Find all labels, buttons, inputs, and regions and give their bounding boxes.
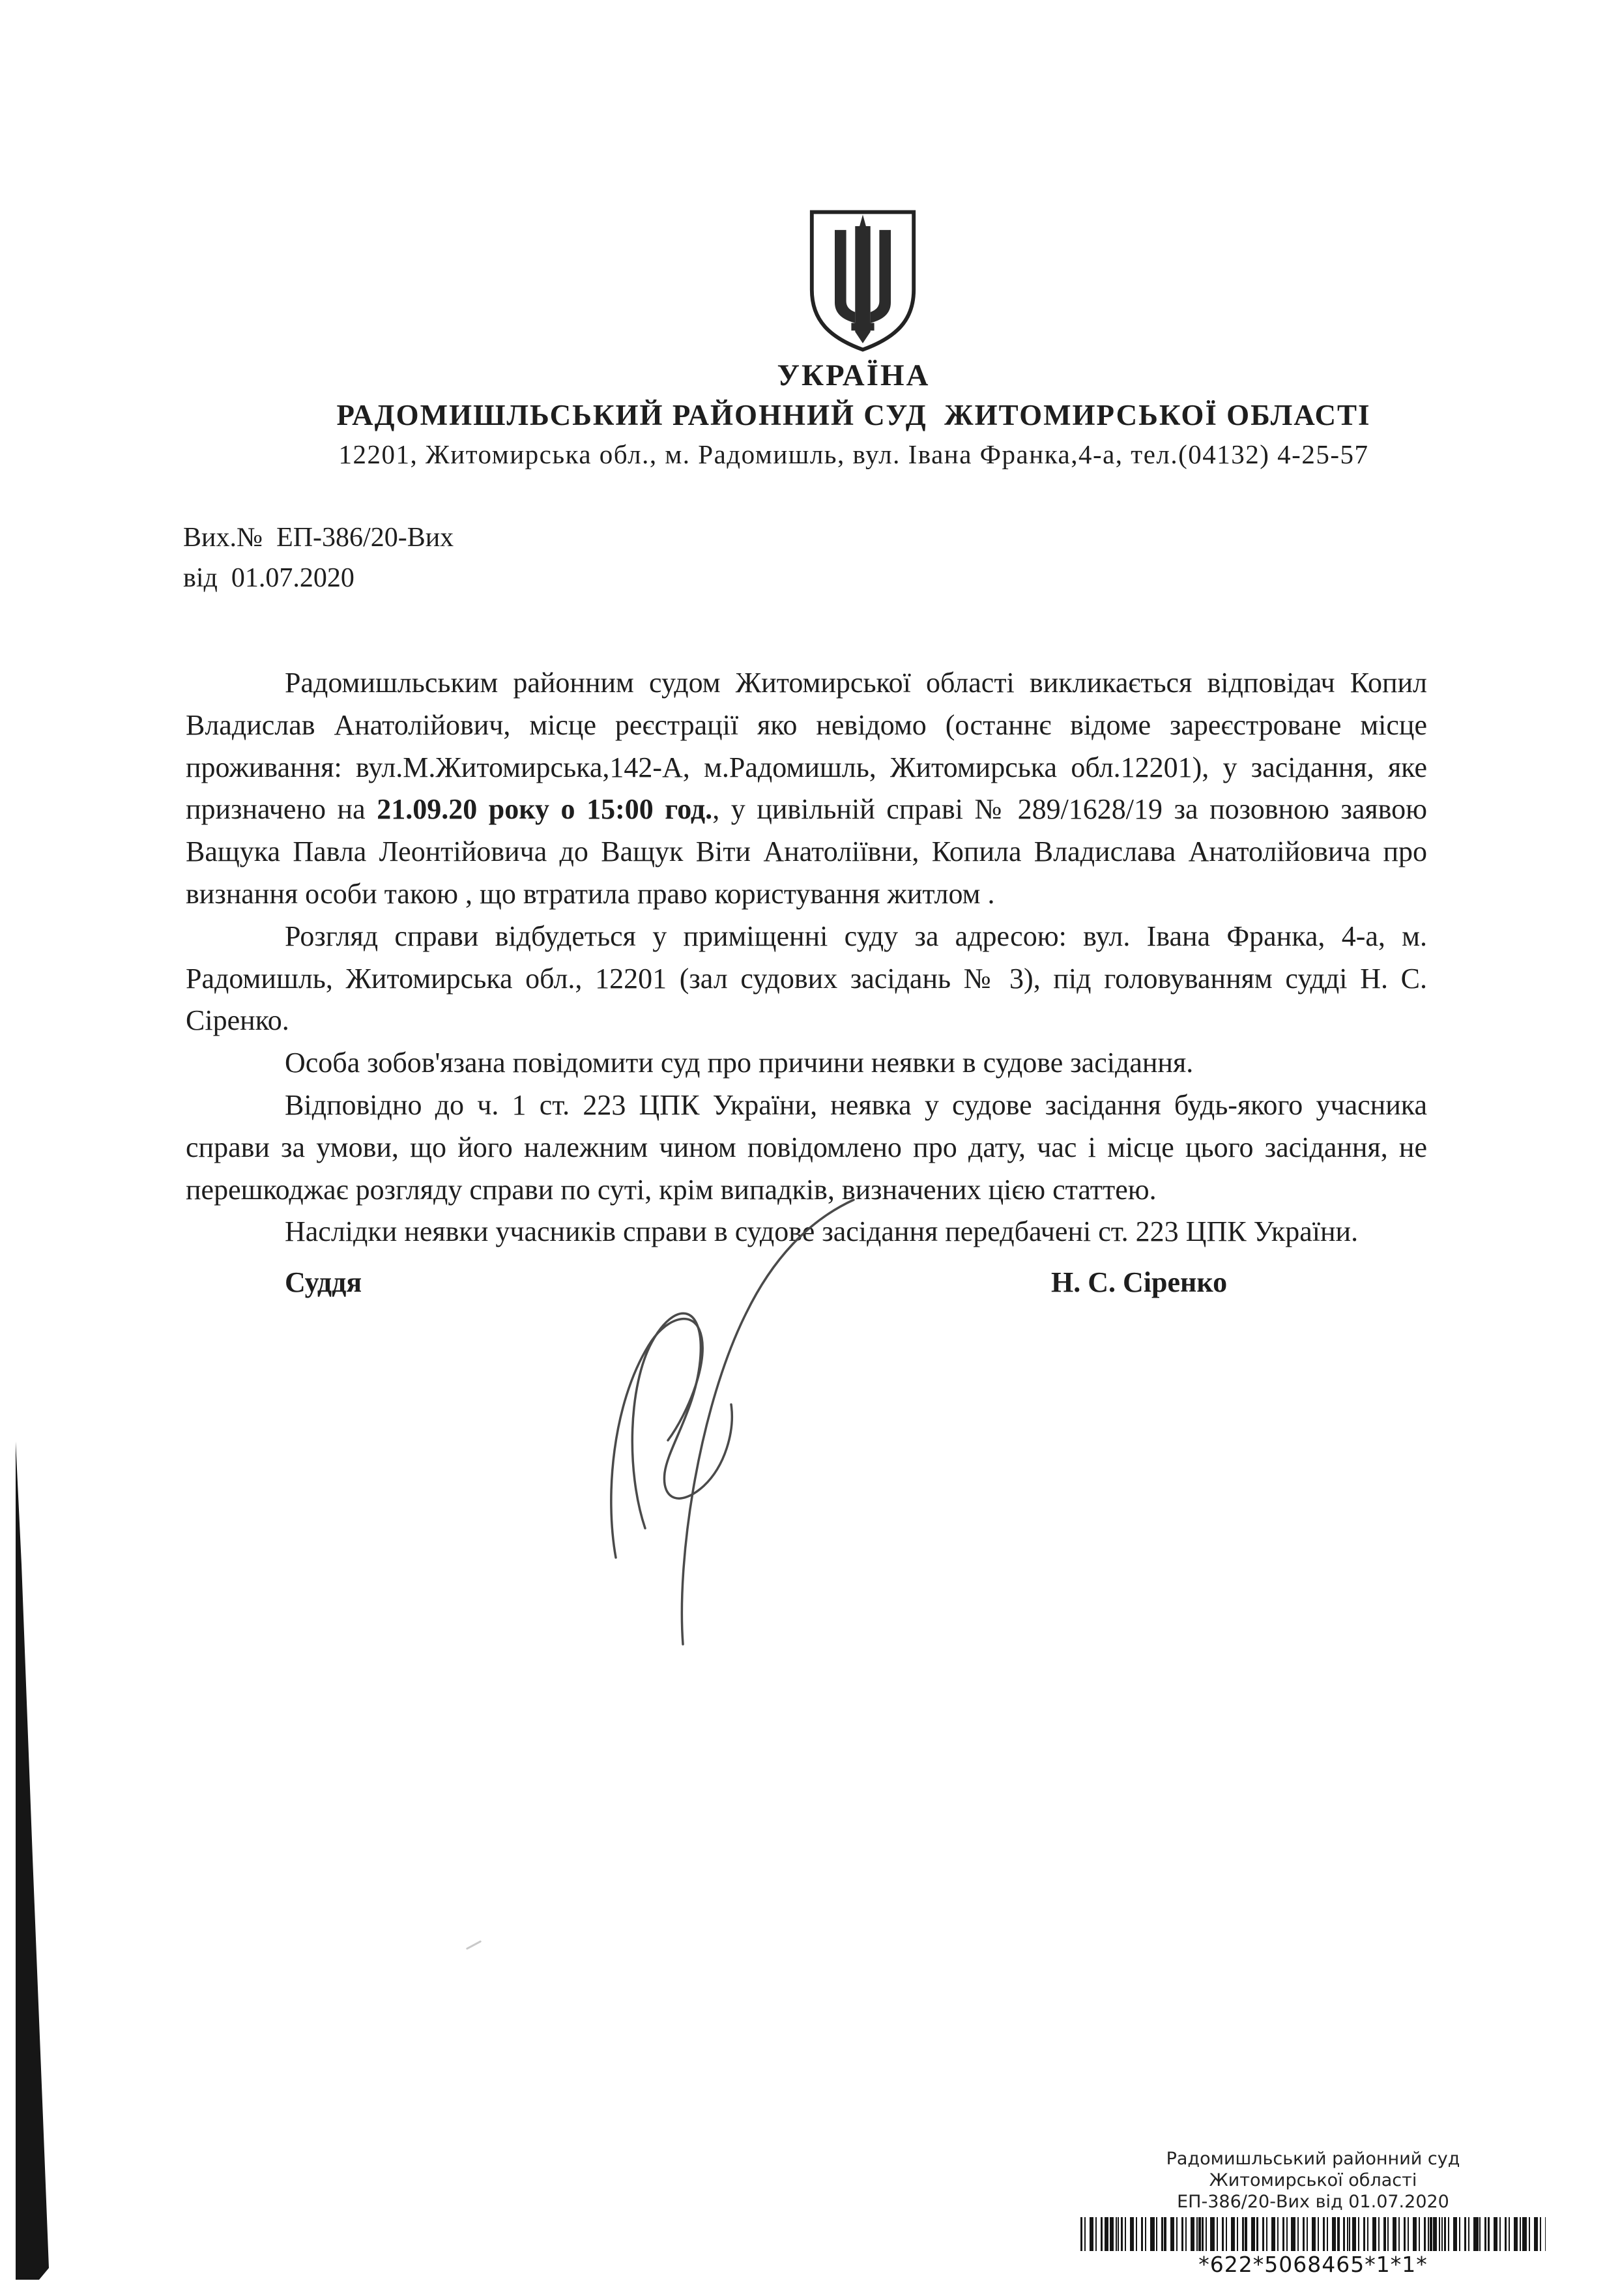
paragraph-summons bbox=[186, 662, 1427, 916]
country-title: УКРАЇНА bbox=[777, 358, 931, 392]
barcode-value: *622*5068465*1*1* bbox=[1198, 2252, 1428, 2277]
outgoing-date: від 01.07.2020 bbox=[183, 563, 354, 593]
reference-block bbox=[183, 517, 454, 598]
court-name: РАДОМИШЛЬСЬКИЙ РАЙОННИЙ СУД ЖИТОМИРСЬКОЇ ОБЛАСТІ bbox=[336, 399, 1371, 431]
stamp-court-line2: Житомирської області bbox=[1209, 2170, 1417, 2190]
barcode bbox=[1080, 2217, 1546, 2251]
letter-body bbox=[186, 662, 1427, 1253]
letterhead bbox=[111, 357, 1597, 471]
summons-text-after: , у цивільній справі № 289/1628/19 за позовною заявою Ващука Павла Леонтійовича до Ващук Віти Анатоліївни, Копила Владислава Анатолійовича про визнання особи такою , що втратила право користування житлом . bbox=[186, 793, 1427, 910]
stamp-doc-ref: ЕП-386/20-Вих від 01.07.2020 bbox=[1177, 2192, 1449, 2212]
summons-text-before: Радомишльським районним судом Житомирської області викликається відповідач Копил Владислав Анатолійович, місце реєстрації яко невідомо (останнє відоме зареєстроване місце проживання: вул.М.Житомирська,142-А, м.Радомишль, Житомирська обл.12201), у засідання, яке призначено на bbox=[186, 667, 1427, 826]
judge-label: Суддя bbox=[285, 1266, 362, 1298]
paragraph-venue: Розгляд справи відбудеться у приміщенні суду за адресою: вул. Івана Франка, 4-а, м. Радомишль, Житомирська обл., 12201 (зал судових засідань № 3), під головуванням судді Н. С. Сіренко. bbox=[186, 920, 1427, 1037]
signature-mark bbox=[547, 1189, 951, 1646]
registration-stamp bbox=[1078, 2148, 1548, 2277]
stamp-court-line1: Радомишльський районний суд bbox=[1166, 2149, 1460, 2169]
paragraph-obligation: Особа зобов'язана повідомити суд про причини неявки в судове засідання. bbox=[285, 1047, 1194, 1079]
judge-name: Н. С. Сіренко bbox=[1051, 1266, 1228, 1298]
hearing-datetime: 21.09.20 року о 15:00 год. bbox=[377, 793, 713, 826]
outgoing-number: Вих.№ ЕП-386/20-Вих bbox=[183, 523, 454, 553]
faint-scratch-artifact bbox=[466, 1940, 482, 1950]
paragraph-consequences: Наслідки неявки учасників справи в судове засідання передбачені ст. 223 ЦПК України. bbox=[285, 1215, 1359, 1248]
court-address: 12201, Житомирська обл., м. Радомишль, вул. Івана Франка,4-а, тел.(04132) 4-25-57 bbox=[338, 439, 1369, 469]
scan-artifact-wedge bbox=[0, 0, 78, 2296]
ukraine-trident-icon bbox=[807, 206, 919, 356]
paragraph-law: Відповідно до ч. 1 ст. 223 ЦПК України, неявка у судове засідання будь-якого учасника справи за умови, що його належним чином повідомлено про дату, час і місце цього засідання, не перешкоджає розгляду справи по суті, крім випадків, визначених цією статтею. bbox=[186, 1088, 1427, 1206]
